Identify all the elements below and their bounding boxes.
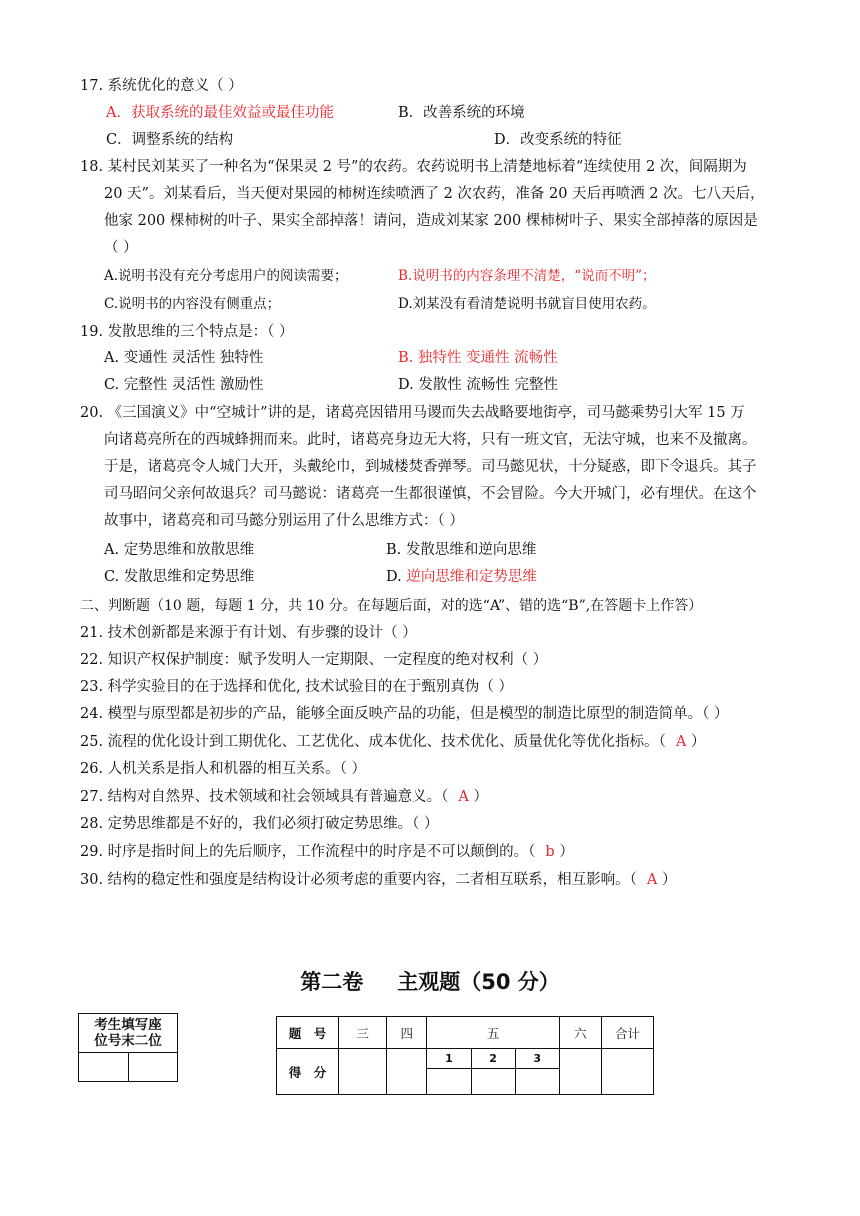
- question-18-line-1: 18. 某村民刘某买了一种名为“保果灵 2 号”的农药。农药说明书上清楚地标着“连续使用 2 次，间隔期为: [80, 159, 747, 175]
- score-table-sub-2: 2: [471, 1049, 515, 1069]
- score-cell[interactable]: [427, 1069, 471, 1095]
- judgment-29-answer: b: [545, 844, 555, 860]
- question-20-line-1: 20. 《三国演义》中“空城计”讲的是，诸葛亮因错用马谡而失去战略要地街亭，司马懿乘势引大军 15 万: [80, 405, 745, 421]
- score-cell[interactable]: [339, 1049, 387, 1095]
- seat-number-box: [78, 1013, 178, 1082]
- question-20-line-5: 故事中，诸葛亮和司马懿分别运用了什么思维方式：（ ）: [104, 513, 464, 529]
- seat-digit-cell[interactable]: [128, 1053, 178, 1082]
- judgment-22: 22. 知识产权保护制度：赋予发明人一定期限、一定程度的绝对权利（ ）: [80, 652, 548, 668]
- judgment-21: 21. 技术创新都是来源于有计划、有步骤的设计（ ）: [80, 625, 417, 641]
- judgment-28: 28. 定势思维都是不好的，我们必须打破定势思维。（ ）: [80, 816, 439, 832]
- question-18-option-a: A.说明书没有充分考虑用户的阅读需要；: [104, 268, 348, 284]
- part-2-title-left: 第二卷: [300, 970, 364, 994]
- question-18-line-3: 他家 200 棵柿树的叶子、果实全部掉落！请问，造成刘某家 200 棵柿树叶子、果实全部掉落的原因是: [104, 213, 758, 229]
- score-table-sub-3: 3: [515, 1049, 559, 1069]
- judgment-25: 25. 流程的优化设计到工期优化、工艺优化、成本优化、技术优化、质量优化等优化指标。（ A ）: [80, 734, 706, 750]
- score-table-header-6: 六: [559, 1017, 601, 1049]
- judgment-26: 26. 人机关系是指人和机器的相互关系。（ ）: [80, 761, 367, 777]
- question-20-line-3: 于是，诸葛亮令人城门大开，头戴纶巾，到城楼焚香弹琴。司马懿见状，十分疑惑，即下令退兵。其子: [104, 459, 757, 475]
- question-18-option-d: D.刘某没有看清楚说明书就盲目使用农药。: [398, 296, 656, 312]
- score-table: [276, 1016, 654, 1095]
- part-2-title: [0, 966, 860, 996]
- seat-digit-cell[interactable]: [79, 1053, 129, 1082]
- question-18-option-c: C.说明书的内容没有侧重点；: [104, 296, 281, 312]
- score-cell[interactable]: [471, 1069, 515, 1095]
- question-20-option-d-prefix: D.: [386, 569, 407, 585]
- question-20-option-b: B. 发散思维和逆向思维: [386, 542, 537, 558]
- question-20-line-2: 向诸葛亮所在的西城蜂拥而来。此时，诸葛亮身边无大将，只有一班文官，无法守城，也来不及撤离。: [104, 432, 757, 448]
- question-19-option-d: D. 发散性 流畅性 完整性: [398, 377, 559, 393]
- judgment-30-answer: A: [646, 872, 658, 888]
- part-2-title-right: 主观题（50 分）: [397, 970, 560, 994]
- score-table-sub-1: 1: [427, 1049, 471, 1069]
- score-table-header-3: 三: [339, 1017, 387, 1049]
- judgment-30: 30. 结构的稳定性和强度是结构设计必须考虑的重要内容，二者相互联系，相互影响。（ A ）: [80, 872, 677, 888]
- section-2-header: 二、判断题（10 题，每题 1 分，共 10 分。在每题后面，对的选“A”、错的选“B”,在答题卡上作答）: [80, 598, 703, 614]
- question-20-line-4: 司马昭问父亲何故退兵？司马懿说：诸葛亮一生都很谨慎，不会冒险。今大开城门，必有埋伏。在这个: [104, 486, 757, 502]
- score-cell[interactable]: [515, 1069, 559, 1095]
- score-table-header-total: 合计: [601, 1017, 653, 1049]
- question-20-option-c: C. 发散思维和定势思维: [104, 569, 255, 585]
- question-19-option-c: C. 完整性 灵活性 激励性: [104, 377, 264, 393]
- question-19-option-a: A. 变通性 灵活性 独特性: [104, 350, 264, 366]
- question-17-stem: 17. 系统优化的意义（ ）: [80, 78, 243, 94]
- question-18-option-b: B.说明书的内容条理不清楚，“说而不明”；: [398, 268, 656, 284]
- judgment-27-answer: A: [458, 789, 469, 805]
- score-cell[interactable]: [387, 1049, 427, 1095]
- question-17-option-b: B．改善系统的环境: [398, 105, 525, 121]
- score-table-header-4: 四: [387, 1017, 427, 1049]
- judgment-23: 23. 科学实验目的在于选择和优化, 技术试验目的在于甄别真伪（ ）: [80, 679, 513, 695]
- question-17-option-c: C．调整系统的结构: [106, 132, 234, 148]
- score-table-header-label: 题 号: [277, 1017, 339, 1049]
- seat-number-label: 考生填写座 位号末二位: [79, 1014, 178, 1053]
- question-18-line-4: （ ）: [104, 240, 138, 256]
- question-18-line-2: 20 天”。刘某看后，当天便对果园的柿树连续喷洒了 2 次农药，准备 20 天后再喷洒 2 次。七八天后，: [104, 186, 765, 202]
- question-17-option-a: A．获取系统的最佳效益或最佳功能: [106, 105, 334, 121]
- question-17-option-d: D．改变系统的特征: [494, 132, 622, 148]
- score-table-row-label: 得 分: [277, 1049, 339, 1095]
- judgment-25-answer: A: [675, 734, 687, 750]
- question-19-stem: 19. 发散思维的三个特点是：（ ）: [80, 324, 294, 340]
- judgment-29: 29. 时序是指时间上的先后顺序，工作流程中的时序是不可以颠倒的。（ b ）: [80, 844, 574, 860]
- score-cell[interactable]: [559, 1049, 601, 1095]
- question-20-option-d-text: 逆向思维和定势思维: [406, 569, 537, 585]
- question-19-option-b: B. 独特性 变通性 流畅性: [398, 350, 558, 366]
- question-20-option-d: [386, 567, 537, 587]
- judgment-27: 27. 结构对自然界、技术领域和社会领域具有普遍意义。（ A ）: [80, 789, 489, 805]
- question-20-option-a: A. 定势思维和放散思维: [104, 542, 255, 558]
- score-cell[interactable]: [601, 1049, 653, 1095]
- judgment-24: 24. 模型与原型都是初步的产品，能够全面反映产品的功能，但是模型的制造比原型的制造简单。（ ）: [80, 706, 729, 722]
- score-table-header-5: 五: [427, 1017, 559, 1049]
